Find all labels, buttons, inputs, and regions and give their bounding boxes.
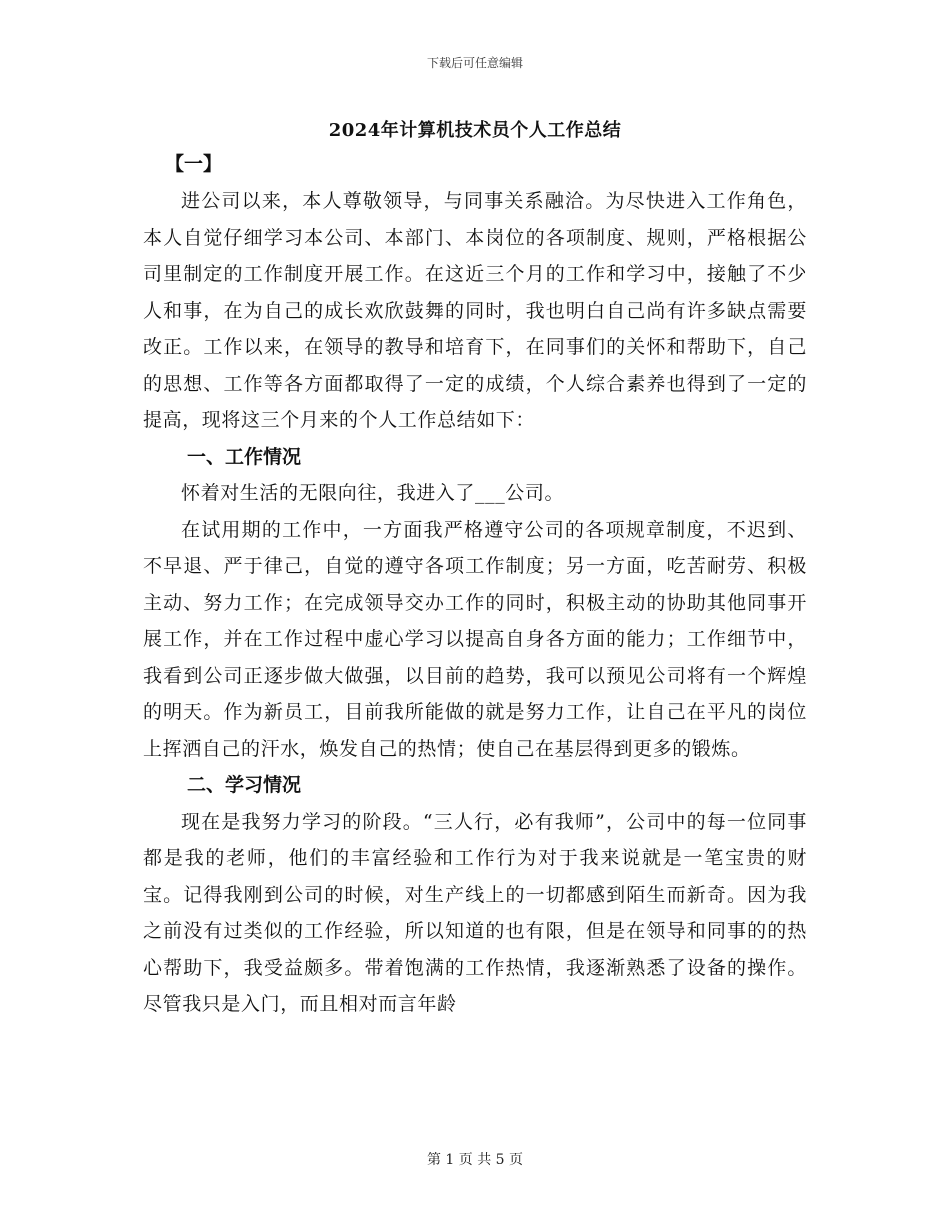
intro-paragraph: 进公司以来，本人尊敬领导，与同事关系融洽。为尽快进入工作角色，本人自觉仔细学习本公司、本部门、本岗位的各项制度、规则，严格根据公司里制定的工作制度开展工作。在这近三个月的工作和学习中，接触了不少人和事，在为自己的成长欢欣鼓舞的同时，我也明白自己尚有许多缺点需要改正。工作以来，在领导的教导和培育下，在同事们的关怀和帮助下，自己的思想、工作等各方面都取得了一定的成绩，个人综合素养也得到了一定的提高，现将这三个月来的个人工作总结如下： [143,190,807,431]
work-paragraph-2: 在试用期的工作中，一方面我严格遵守公司的各项规章制度，不迟到、不早退、严于律己，自觉的遵守各项工作制度；另一方面，吃苦耐劳、积极主动、努力工作；在完成领导交办工作的同时，积极主动的协助其他同事开展工作，并在工作过程中虚心学习以提高自身各方面的能力；工作细节中，我看到公司正逐步做大做强，以目前的趋势，我可以预见公司将有一个辉煌的明天。作为新员工，目前我所能做的就是努力工作，让自己在平凡的岗位上挥洒自己的汗水，焕发自己的热情；使自己在基层得到更多的锻炼。 [143,518,807,760]
page-header: 下载后可任意编辑 [426,56,523,70]
page-footer: 第 1 页 共 5 页 [426,1152,524,1168]
section-marker: 【一】 [165,153,223,175]
document-body [143,146,807,1023]
heading-study-situation: 二、学习情况 [187,774,302,796]
work-paragraph-1: 怀着对生活的无限向往，我进入了___公司。 [181,482,565,504]
document-title: 2024年计算机技术员个人工作总结 [328,120,622,141]
heading-work-situation: 一、工作情况 [187,445,302,468]
study-paragraph-1: 现在是我努力学习的阶段。“三人行，必有我师”，公司中的每一位同事都是我的老师，他们的丰富经验和工作行为对于我来说就是一笔宝贵的财宝。记得我刚到公司的时候，对生产线上的一切都感到陌生而新奇。因为我之前没有过类似的工作经验，所以知道的也有限，但是在领导和同事的的热心帮助下，我受益颇多。带着饱满的工作热情，我逐渐熟悉了设备的操作。尽管我只是入门，而且相对而言年龄 [143,810,807,1015]
